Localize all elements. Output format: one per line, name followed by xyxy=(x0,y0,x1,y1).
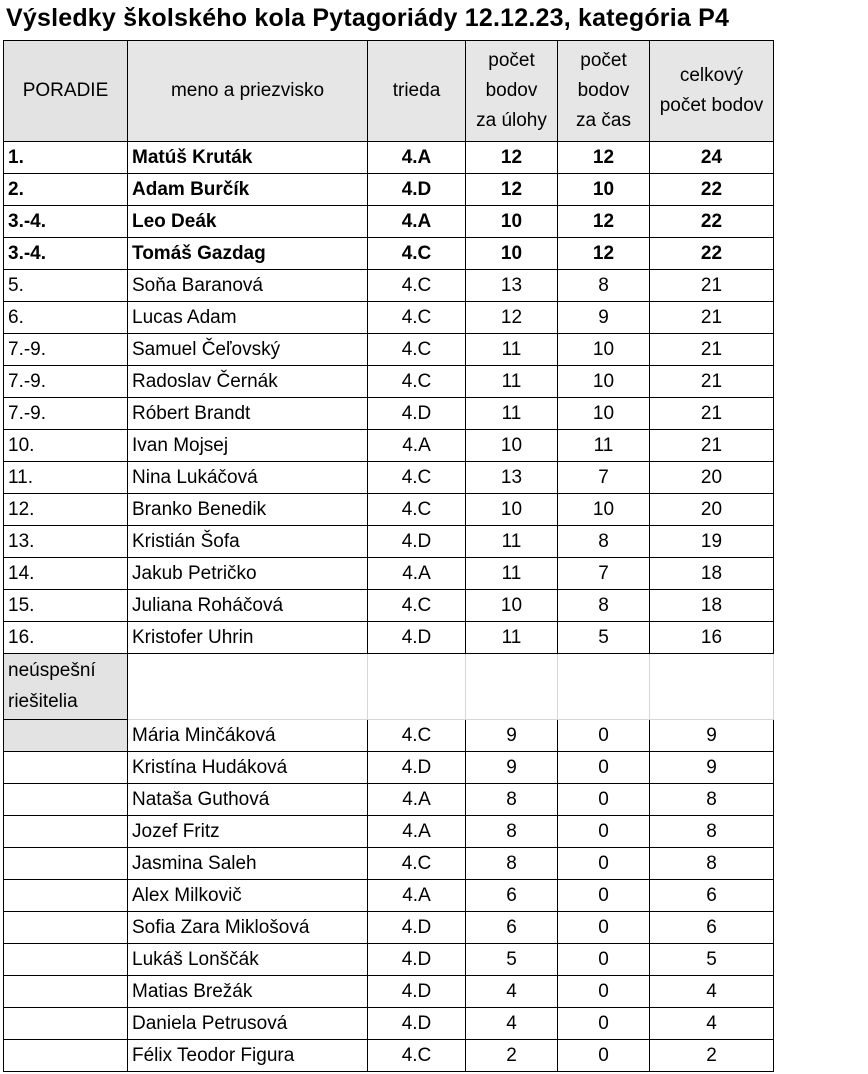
header-body-ulohy[interactable] xyxy=(466,41,558,142)
cell-body-cas[interactable]: 8 xyxy=(558,590,650,622)
cell-trieda[interactable]: 4.C xyxy=(368,334,466,366)
cell-body-ulohy[interactable]: 10 xyxy=(466,430,558,462)
table-row xyxy=(4,174,774,206)
cell-trieda[interactable]: 4.C xyxy=(368,366,466,398)
table-row xyxy=(4,880,774,912)
cell-body-ulohy[interactable]: 6 xyxy=(466,912,558,944)
results-table xyxy=(3,40,774,1072)
cell-body-cas[interactable]: 0 xyxy=(558,880,650,912)
cell-trieda[interactable]: 4.D xyxy=(368,976,466,1008)
cell-celkovy[interactable]: 5 xyxy=(650,944,774,976)
cell-poradie[interactable]: 11. xyxy=(4,462,128,494)
cell-meno[interactable]: Jakub Petričko xyxy=(128,558,368,590)
cell-body-ulohy[interactable]: 4 xyxy=(466,976,558,1008)
unsuccessful-label-line: riešitelia xyxy=(8,691,78,712)
cell-poradie[interactable]: 13. xyxy=(4,526,128,558)
cell-body-ulohy[interactable]: 12 xyxy=(466,174,558,206)
cell-meno[interactable]: Branko Benedik xyxy=(128,494,368,526)
table-row xyxy=(4,142,774,174)
table-row xyxy=(4,720,774,752)
cell-body-cas[interactable]: 12 xyxy=(558,206,650,238)
cell-body-cas[interactable]: 10 xyxy=(558,174,650,206)
cell-poradie[interactable]: 15. xyxy=(4,590,128,622)
cell-body-ulohy[interactable]: 13 xyxy=(466,462,558,494)
empty-cell[interactable] xyxy=(650,654,774,720)
cell-poradie-empty[interactable] xyxy=(4,944,128,976)
cell-poradie-empty[interactable] xyxy=(4,912,128,944)
table-row xyxy=(4,270,774,302)
cell-body-ulohy[interactable]: 8 xyxy=(466,784,558,816)
table-row xyxy=(4,912,774,944)
cell-celkovy[interactable]: 9 xyxy=(650,752,774,784)
cell-meno[interactable]: Jozef Fritz xyxy=(128,816,368,848)
cell-celkovy[interactable]: 21 xyxy=(650,334,774,366)
cell-celkovy[interactable]: 20 xyxy=(650,462,774,494)
header-body-cas-line: za čas xyxy=(576,110,631,131)
header-poradie[interactable]: PORADIE xyxy=(4,41,128,142)
table-row xyxy=(4,494,774,526)
cell-poradie[interactable]: 5. xyxy=(4,270,128,302)
header-body-ulohy-line: bodov xyxy=(485,80,538,101)
cell-trieda[interactable]: 4.D xyxy=(368,752,466,784)
cell-trieda[interactable]: 4.C xyxy=(368,590,466,622)
cell-trieda[interactable]: 4.C xyxy=(368,270,466,302)
header-body-ulohy-line: počet xyxy=(488,50,535,71)
cell-celkovy[interactable]: 18 xyxy=(650,590,774,622)
cell-body-cas[interactable]: 0 xyxy=(558,720,650,752)
cell-celkovy[interactable]: 16 xyxy=(650,622,774,654)
cell-trieda[interactable]: 4.D xyxy=(368,622,466,654)
cell-meno[interactable]: Radoslav Černák xyxy=(128,366,368,398)
cell-body-cas[interactable]: 7 xyxy=(558,462,650,494)
table-row xyxy=(4,816,774,848)
cell-body-cas[interactable]: 8 xyxy=(558,526,650,558)
cell-poradie[interactable]: 7.-9. xyxy=(4,366,128,398)
cell-celkovy[interactable]: 8 xyxy=(650,848,774,880)
cell-celkovy[interactable]: 18 xyxy=(650,558,774,590)
cell-celkovy[interactable]: 6 xyxy=(650,880,774,912)
cell-body-ulohy[interactable]: 8 xyxy=(466,816,558,848)
cell-body-ulohy[interactable]: 11 xyxy=(466,558,558,590)
cell-trieda[interactable]: 4.D xyxy=(368,1008,466,1040)
cell-meno[interactable]: Matúš Kruták xyxy=(128,142,368,174)
table-row xyxy=(4,526,774,558)
cell-body-cas[interactable]: 10 xyxy=(558,494,650,526)
cell-body-ulohy[interactable]: 8 xyxy=(466,848,558,880)
cell-trieda[interactable]: 4.C xyxy=(368,462,466,494)
cell-meno[interactable]: Róbert Brandt xyxy=(128,398,368,430)
cell-celkovy[interactable]: 8 xyxy=(650,784,774,816)
cell-body-ulohy[interactable]: 9 xyxy=(466,720,558,752)
cell-trieda[interactable]: 4.A xyxy=(368,784,466,816)
cell-trieda[interactable]: 4.D xyxy=(368,174,466,206)
results-table-body xyxy=(4,41,774,1072)
unsuccessful-label-row xyxy=(4,654,774,720)
cell-body-cas[interactable]: 10 xyxy=(558,334,650,366)
cell-meno[interactable]: Nina Lukáčová xyxy=(128,462,368,494)
header-celkovy-line: celkový xyxy=(679,65,744,86)
cell-body-ulohy[interactable]: 6 xyxy=(466,880,558,912)
cell-trieda[interactable]: 4.C xyxy=(368,848,466,880)
table-row xyxy=(4,334,774,366)
cell-body-cas[interactable]: 0 xyxy=(558,1008,650,1040)
table-row xyxy=(4,622,774,654)
empty-cell[interactable] xyxy=(466,654,558,720)
cell-poradie[interactable]: 2. xyxy=(4,174,128,206)
cell-body-cas[interactable]: 0 xyxy=(558,784,650,816)
cell-body-cas[interactable]: 9 xyxy=(558,302,650,334)
cell-trieda[interactable]: 4.C xyxy=(368,302,466,334)
cell-body-cas[interactable]: 0 xyxy=(558,976,650,1008)
cell-body-cas[interactable]: 12 xyxy=(558,142,650,174)
table-row xyxy=(4,238,774,270)
cell-body-ulohy[interactable]: 11 xyxy=(466,622,558,654)
cell-trieda[interactable]: 4.D xyxy=(368,912,466,944)
cell-poradie[interactable]: 16. xyxy=(4,622,128,654)
table-row xyxy=(4,784,774,816)
cell-body-ulohy[interactable]: 2 xyxy=(466,1040,558,1072)
cell-trieda[interactable]: 4.C xyxy=(368,494,466,526)
cell-celkovy[interactable]: 4 xyxy=(650,1008,774,1040)
table-row xyxy=(4,366,774,398)
header-celkovy[interactable] xyxy=(650,41,774,142)
header-body-cas-line: počet xyxy=(580,50,627,71)
table-row xyxy=(4,848,774,880)
cell-body-cas[interactable]: 8 xyxy=(558,270,650,302)
cell-poradie-empty[interactable] xyxy=(4,720,128,752)
cell-meno[interactable]: Mária Minčáková xyxy=(128,720,368,752)
cell-poradie[interactable]: 7.-9. xyxy=(4,398,128,430)
cell-celkovy[interactable]: 21 xyxy=(650,302,774,334)
cell-body-cas[interactable]: 0 xyxy=(558,944,650,976)
cell-trieda[interactable]: 4.C xyxy=(368,238,466,270)
cell-body-cas[interactable]: 0 xyxy=(558,752,650,784)
cell-body-ulohy[interactable]: 13 xyxy=(466,270,558,302)
cell-meno[interactable]: Adam Burčík xyxy=(128,174,368,206)
table-row xyxy=(4,302,774,334)
unsuccessful-label-line: neúspešní xyxy=(8,660,96,681)
cell-meno[interactable]: Nataša Guthová xyxy=(128,784,368,816)
cell-meno[interactable]: Kristián Šofa xyxy=(128,526,368,558)
cell-meno[interactable]: Tomáš Gazdag xyxy=(128,238,368,270)
table-row xyxy=(4,1008,774,1040)
cell-celkovy[interactable]: 6 xyxy=(650,912,774,944)
cell-body-cas[interactable]: 10 xyxy=(558,398,650,430)
cell-poradie-empty[interactable] xyxy=(4,784,128,816)
cell-body-cas[interactable]: 0 xyxy=(558,912,650,944)
table-row xyxy=(4,206,774,238)
empty-cell[interactable] xyxy=(368,654,466,720)
cell-celkovy[interactable]: 21 xyxy=(650,366,774,398)
cell-body-ulohy[interactable]: 10 xyxy=(466,238,558,270)
sheet-title: Výsledky školského kola Pytagoriády 12.12.23, kategória P4 xyxy=(6,4,730,32)
cell-trieda[interactable]: 4.A xyxy=(368,880,466,912)
cell-body-ulohy[interactable]: 12 xyxy=(466,302,558,334)
cell-body-ulohy[interactable]: 10 xyxy=(466,494,558,526)
cell-meno[interactable]: Sofia Zara Miklošová xyxy=(128,912,368,944)
cell-meno[interactable]: Kristína Hudáková xyxy=(128,752,368,784)
cell-body-ulohy[interactable]: 11 xyxy=(466,526,558,558)
cell-body-cas[interactable]: 7 xyxy=(558,558,650,590)
cell-body-cas[interactable]: 11 xyxy=(558,430,650,462)
cell-celkovy[interactable]: 22 xyxy=(650,238,774,270)
cell-body-cas[interactable]: 0 xyxy=(558,848,650,880)
cell-poradie-empty[interactable] xyxy=(4,1008,128,1040)
table-row xyxy=(4,462,774,494)
cell-trieda[interactable]: 4.A xyxy=(368,142,466,174)
header-row xyxy=(4,41,774,142)
cell-poradie-empty[interactable] xyxy=(4,816,128,848)
cell-celkovy[interactable]: 9 xyxy=(650,720,774,752)
cell-celkovy[interactable]: 19 xyxy=(650,526,774,558)
cell-body-ulohy[interactable]: 10 xyxy=(466,590,558,622)
cell-poradie-empty[interactable] xyxy=(4,976,128,1008)
header-celkovy-line: počet bodov xyxy=(659,95,764,116)
cell-celkovy[interactable]: 22 xyxy=(650,174,774,206)
cell-meno[interactable]: Lukáš Lonščák xyxy=(128,944,368,976)
cell-body-cas[interactable]: 0 xyxy=(558,1040,650,1072)
cell-celkovy[interactable]: 22 xyxy=(650,206,774,238)
table-row xyxy=(4,558,774,590)
cell-poradie[interactable]: 1. xyxy=(4,142,128,174)
cell-body-ulohy[interactable]: 11 xyxy=(466,334,558,366)
cell-body-cas[interactable]: 10 xyxy=(558,366,650,398)
cell-celkovy[interactable]: 20 xyxy=(650,494,774,526)
cell-trieda[interactable]: 4.A xyxy=(368,558,466,590)
cell-meno[interactable]: Samuel Čeľovský xyxy=(128,334,368,366)
cell-poradie-empty[interactable] xyxy=(4,848,128,880)
header-trieda[interactable]: trieda xyxy=(368,41,466,142)
cell-trieda[interactable]: 4.A xyxy=(368,430,466,462)
cell-body-ulohy[interactable]: 5 xyxy=(466,944,558,976)
cell-meno[interactable]: Alex Milkovič xyxy=(128,880,368,912)
cell-poradie[interactable]: 3.-4. xyxy=(4,238,128,270)
cell-poradie[interactable]: 14. xyxy=(4,558,128,590)
cell-body-cas[interactable]: 12 xyxy=(558,238,650,270)
cell-body-ulohy[interactable]: 10 xyxy=(466,206,558,238)
cell-celkovy[interactable]: 21 xyxy=(650,398,774,430)
cell-body-ulohy[interactable]: 9 xyxy=(466,752,558,784)
cell-meno[interactable]: Lucas Adam xyxy=(128,302,368,334)
cell-celkovy[interactable]: 2 xyxy=(650,1040,774,1072)
header-body-cas-line: bodov xyxy=(577,80,630,101)
cell-poradie-empty[interactable] xyxy=(4,1040,128,1072)
cell-trieda[interactable]: 4.D xyxy=(368,944,466,976)
header-meno[interactable]: meno a priezvisko xyxy=(128,41,368,142)
cell-body-ulohy[interactable]: 12 xyxy=(466,142,558,174)
cell-trieda[interactable]: 4.D xyxy=(368,526,466,558)
header-body-ulohy-line: za úlohy xyxy=(476,110,547,131)
cell-poradie-empty[interactable] xyxy=(4,752,128,784)
cell-meno[interactable]: Juliana Roháčová xyxy=(128,590,368,622)
cell-poradie[interactable]: 6. xyxy=(4,302,128,334)
cell-trieda[interactable]: 4.A xyxy=(368,816,466,848)
table-row xyxy=(4,430,774,462)
table-row xyxy=(4,398,774,430)
cell-trieda[interactable]: 4.C xyxy=(368,1040,466,1072)
cell-meno[interactable]: Soňa Baranová xyxy=(128,270,368,302)
cell-poradie[interactable]: 3.-4. xyxy=(4,206,128,238)
unsuccessful-label[interactable] xyxy=(4,654,128,720)
cell-body-cas[interactable]: 0 xyxy=(558,816,650,848)
cell-body-ulohy[interactable]: 11 xyxy=(466,398,558,430)
cell-meno[interactable]: Jasmina Saleh xyxy=(128,848,368,880)
cell-trieda[interactable]: 4.D xyxy=(368,398,466,430)
cell-meno[interactable]: Leo Deák xyxy=(128,206,368,238)
cell-poradie[interactable]: 10. xyxy=(4,430,128,462)
table-row xyxy=(4,944,774,976)
cell-poradie[interactable]: 7.-9. xyxy=(4,334,128,366)
cell-celkovy[interactable]: 8 xyxy=(650,816,774,848)
cell-meno[interactable]: Ivan Mojsej xyxy=(128,430,368,462)
cell-poradie[interactable]: 12. xyxy=(4,494,128,526)
cell-celkovy[interactable]: 24 xyxy=(650,142,774,174)
cell-poradie-empty[interactable] xyxy=(4,880,128,912)
cell-meno[interactable]: Daniela Petrusová xyxy=(128,1008,368,1040)
cell-meno[interactable]: Félix Teodor Figura xyxy=(128,1040,368,1072)
cell-trieda[interactable]: 4.C xyxy=(368,720,466,752)
cell-body-ulohy[interactable]: 11 xyxy=(466,366,558,398)
cell-celkovy[interactable]: 4 xyxy=(650,976,774,1008)
cell-body-ulohy[interactable]: 4 xyxy=(466,1008,558,1040)
empty-cell[interactable] xyxy=(128,654,368,720)
table-row xyxy=(4,752,774,784)
table-row xyxy=(4,590,774,622)
empty-cell[interactable] xyxy=(558,654,650,720)
table-row xyxy=(4,976,774,1008)
cell-celkovy[interactable]: 21 xyxy=(650,270,774,302)
cell-meno[interactable]: Matias Brežák xyxy=(128,976,368,1008)
cell-meno[interactable]: Kristofer Uhrin xyxy=(128,622,368,654)
table-row xyxy=(4,1040,774,1072)
cell-celkovy[interactable]: 21 xyxy=(650,430,774,462)
cell-body-cas[interactable]: 5 xyxy=(558,622,650,654)
header-body-cas[interactable] xyxy=(558,41,650,142)
cell-trieda[interactable]: 4.A xyxy=(368,206,466,238)
